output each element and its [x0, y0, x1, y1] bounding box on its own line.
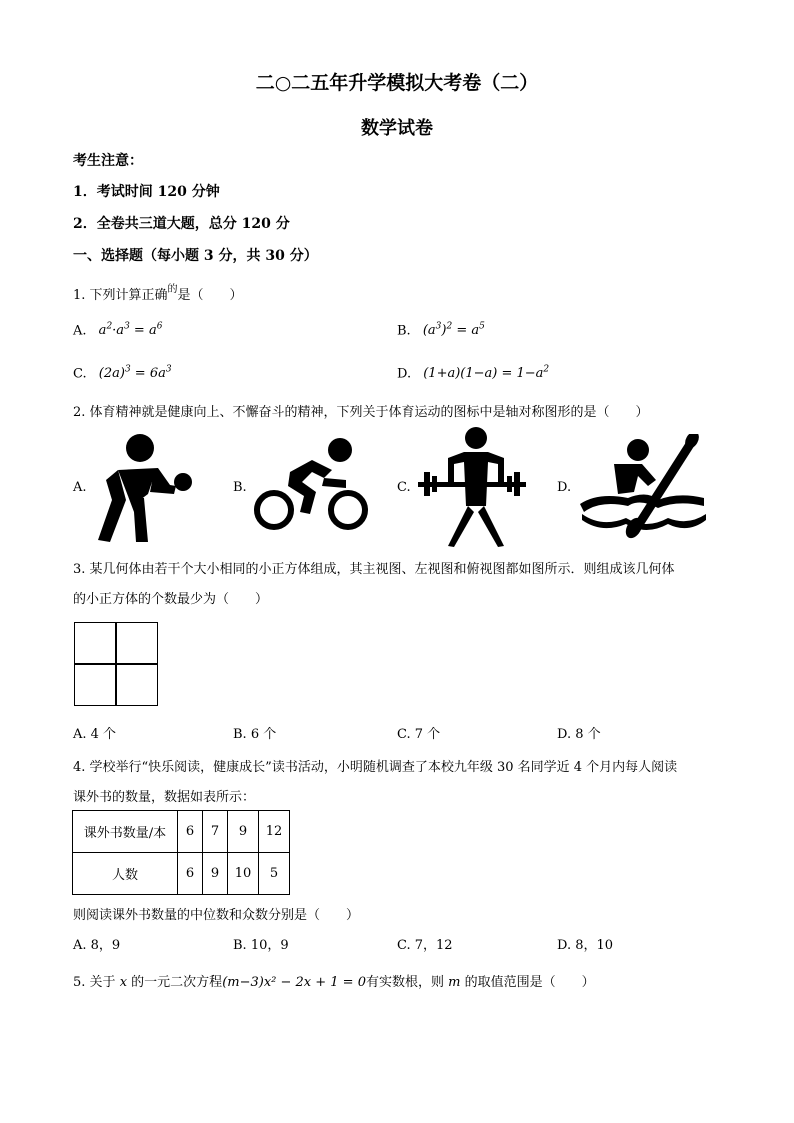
- q2-label-a: A.: [73, 480, 87, 495]
- q3-stem-line2: 的小正方体的个数最少为（ ）: [73, 592, 269, 607]
- cube-view-grid: [74, 622, 158, 706]
- page-title: 二○二五年升学模拟大考卷（二）: [255, 72, 539, 94]
- table-cell: 7: [203, 811, 228, 853]
- reading-data-table: [72, 810, 290, 895]
- q1-option-b: B. $(a^3)^2 = a^5$: [397, 322, 485, 339]
- q3-option-a: A. 4 个: [73, 727, 117, 742]
- q2-label-b: B.: [233, 480, 247, 495]
- q4-option-d: D. 8，10: [557, 938, 614, 953]
- table-cell: 9: [203, 853, 228, 895]
- q4-stem-line2: 课外书的数量，数据如表所示：: [73, 790, 256, 805]
- table-cell: 9: [228, 811, 259, 853]
- table-cell: 6: [178, 811, 203, 853]
- table-cell: 6: [178, 853, 203, 895]
- table-cell: 12: [259, 811, 290, 853]
- table-cell: 10: [228, 853, 259, 895]
- notice-item-1: 1．考试时间 120 分钟: [73, 184, 220, 200]
- q2-label-c: C.: [397, 480, 411, 495]
- weightlifting-icon: [414, 426, 530, 548]
- table-header-books: 课外书数量/本: [73, 811, 178, 853]
- q4-option-c: C. 7，12: [397, 938, 453, 953]
- q4-stem-line1: 4. 学校举行“快乐阅读，健康成长”读书活动，小明随机调查了本校九年级 30 名同学近 4 个月内每人阅读: [73, 760, 678, 775]
- q3-option-b: B. 6 个: [233, 727, 277, 742]
- q4-option-b: B. 10，9: [233, 938, 289, 953]
- q1-option-d: D. $(1+a)(1-a) = 1-a^2$: [397, 365, 550, 382]
- table-row: [73, 853, 290, 895]
- q2-stem: 2. 体育精神就是健康向上、不懈奋斗的精神，下列关于体育运动的图标中是轴对称图形的是（ ）: [73, 405, 649, 420]
- q1-stem-tail: 是（ ）: [177, 288, 243, 303]
- table-row: [73, 811, 290, 853]
- table-header-people: 人数: [73, 853, 178, 895]
- q1-option-c: C. $(2a)^3 = 6a^3$: [73, 365, 172, 382]
- q1-stem: [73, 284, 243, 303]
- section-heading: 一、选择题（每小题 3 分，共 30 分）: [73, 248, 318, 264]
- q1-option-a: A. $a^2\cdot a^3 = a^6$: [73, 322, 163, 339]
- q4-question: 则阅读课外书数量的中位数和众数分别是（ ）: [73, 908, 360, 923]
- q4-option-a: A. 8，9: [73, 938, 121, 953]
- cycling-icon: [250, 436, 372, 532]
- q2-label-d: D.: [557, 480, 572, 495]
- volleyball-icon: [88, 430, 198, 545]
- q5-equation: (m−3)x² − 2x + 1 = 0: [222, 975, 366, 990]
- q3-option-d: D. 8 个: [557, 727, 601, 742]
- q5-stem: 5. 关于 x 的一元二次方程(m−3)x² − 2x + 1 = 0有实数根，则 m 的取值范围是（ ）: [73, 975, 595, 990]
- kayaking-icon: [578, 434, 708, 540]
- notice-heading: 考生注意：: [73, 153, 143, 169]
- q1-small-char: 的: [167, 284, 178, 295]
- q3-option-c: C. 7 个: [397, 727, 441, 742]
- table-cell: 5: [259, 853, 290, 895]
- q3-stem-line1: 3. 某几何体由若干个大小相同的小正方体组成，其主视图、左视图和俯视图都如图所示．则组成该几何体: [73, 562, 675, 577]
- notice-item-2: 2．全卷共三道大题，总分 120 分: [73, 216, 290, 232]
- q1-stem-text: 1. 下列计算正确: [73, 288, 168, 303]
- page-subtitle: 数学试卷: [361, 118, 433, 139]
